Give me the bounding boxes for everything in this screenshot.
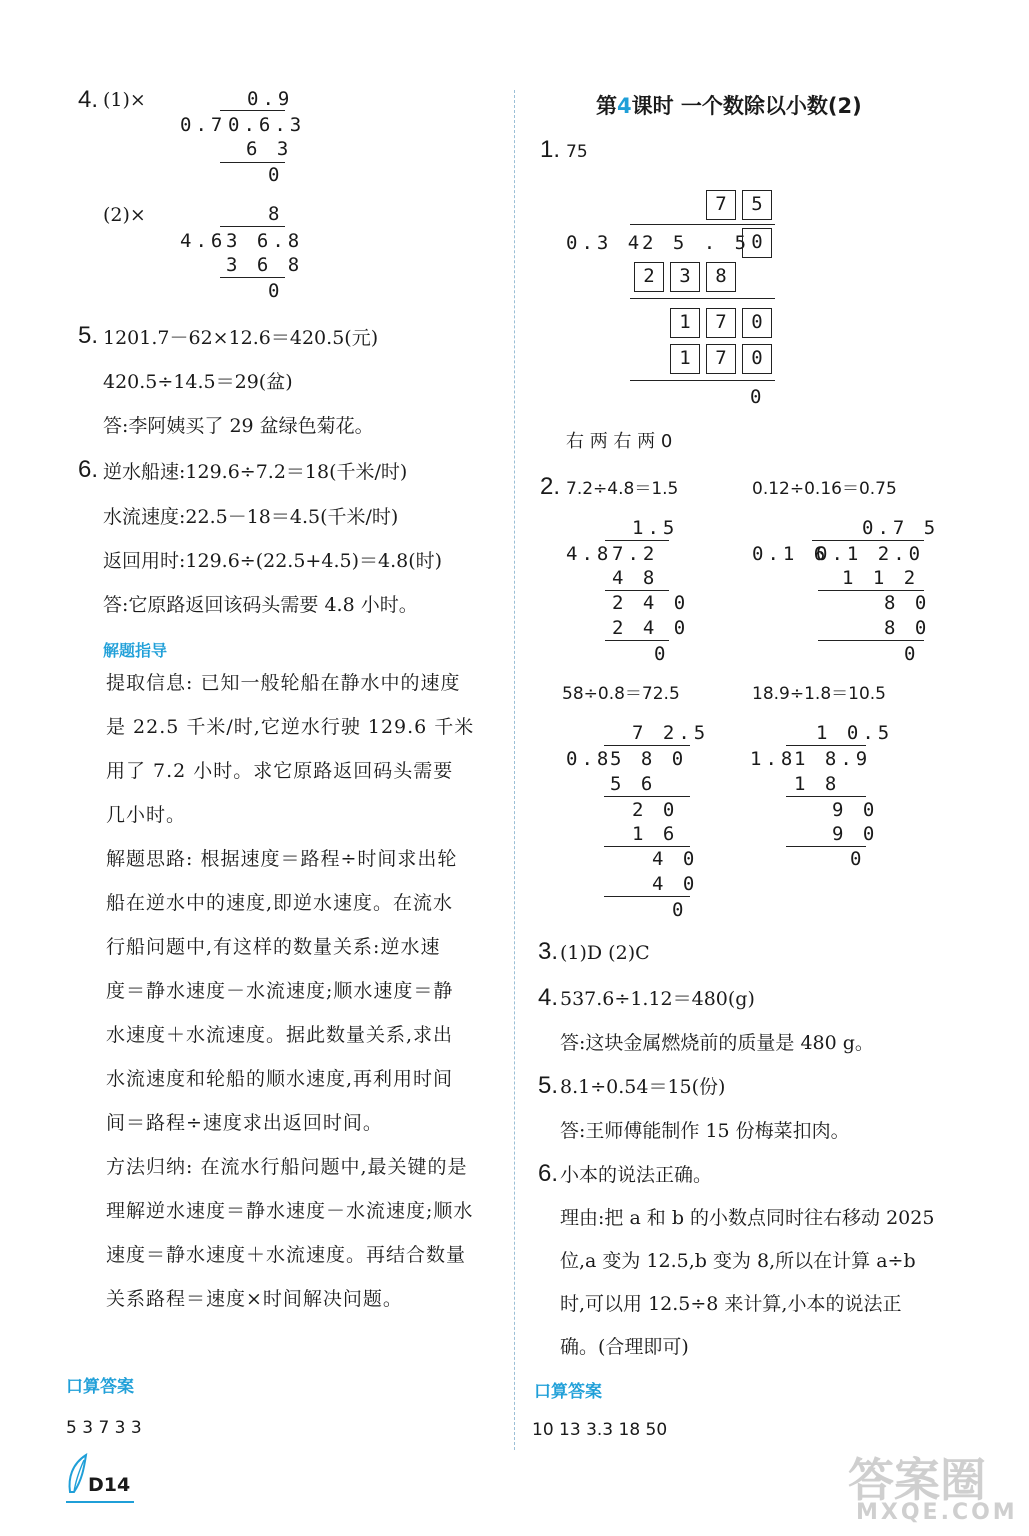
q5-line2: 420.5÷14.5＝29(盆) — [103, 371, 293, 393]
oral-heading-right: 口算答案 — [534, 1382, 602, 1402]
column-divider — [514, 90, 515, 1450]
r-q5-line1: 8.1÷0.54＝15(份) — [560, 1076, 726, 1098]
guide-line: 水流速度和轮船的顺水速度,再利用时间 — [106, 1068, 454, 1090]
r-q5-number: 5. — [538, 1072, 559, 1099]
q5-line1: 1201.7－62×12.6＝420.5(元) — [103, 327, 379, 349]
lesson-title: 第4课时 一个数除以小数(2) — [596, 94, 862, 118]
r-q6-line2: 理由:把 a 和 b 的小数点同时往右移动 2025 — [560, 1207, 935, 1229]
oral-answers-right: 10 13 3.3 18 50 — [532, 1420, 668, 1440]
guide-line: 度＝静水速度－水流速度;顺水速度＝静 — [106, 980, 454, 1002]
guide-line: 提取信息: 已知一般轮船在静水中的速度 — [106, 672, 461, 694]
leaf-icon — [66, 1452, 90, 1496]
page-number: D14 — [88, 1474, 131, 1496]
guide-line: 船在逆水中的速度,即逆水速度。在流水 — [106, 892, 454, 914]
r-q6-line4: 时,可以用 12.5÷8 来计算,小本的说法正 — [560, 1293, 902, 1315]
r-q1-number: 1. — [540, 136, 561, 163]
q5-answer: 答:李阿姨买了 29 盆绿色菊花。 — [103, 415, 374, 437]
guide-line: 是 22.5 千米/时,它逆水行驶 129.6 千米 — [106, 716, 475, 738]
r-q6-number: 6. — [538, 1160, 559, 1187]
q6-number: 6. — [78, 456, 99, 483]
oral-answers-left: 5 3 7 3 3 — [66, 1418, 142, 1438]
guide-line: 行船问题中,有这样的数量关系:逆水速 — [106, 936, 441, 958]
q6-answer: 答:它原路返回该码头需要 4.8 小时。 — [103, 594, 418, 616]
r-q1-fill: 右 两 右 两 0 — [566, 431, 673, 452]
q4-part1-mark: (1)× — [103, 89, 146, 111]
r-q2a-eq: 7.2÷4.8＝1.5 — [566, 479, 679, 499]
r-q1-answer: 75 — [566, 142, 588, 162]
watermark-logo: 答案圈 — [848, 1453, 986, 1507]
r-q6-line5: 确。(合理即可) — [560, 1336, 689, 1358]
r-q5-answer: 答:王师傅能制作 15 份梅菜扣肉。 — [560, 1120, 850, 1142]
guide-line: 关系路程＝速度×时间解决问题。 — [106, 1288, 403, 1310]
r-q4-number: 4. — [538, 984, 559, 1011]
guide-heading: 解题指导 — [103, 641, 168, 660]
r-q2b-eq: 0.12÷0.16＝0.75 — [752, 479, 897, 499]
guide-line: 速度＝静水速度＋水流速度。再结合数量 — [106, 1244, 467, 1266]
guide-line: 用了 7.2 小时。求它原路返回码头需要 — [106, 760, 454, 782]
r-q3-number: 3. — [538, 938, 559, 965]
r-q6-line3: 位,a 变为 12.5,b 变为 8,所以在计算 a÷b — [560, 1250, 916, 1272]
r-q3-answer: (1)D (2)C — [560, 942, 650, 964]
guide-line: 间＝路程÷速度求出返回时间。 — [106, 1112, 383, 1134]
q4-part2-mark: (2)× — [103, 204, 146, 226]
r-q4-answer: 答:这块金属燃烧前的质量是 480 g。 — [560, 1032, 874, 1054]
q6-line2: 水流速度:22.5－18＝4.5(千米/时) — [103, 506, 399, 528]
guide-line: 几小时。 — [106, 804, 187, 826]
r-q2c-eq: 58÷0.8＝72.5 — [562, 684, 680, 704]
q5-number: 5. — [78, 322, 99, 349]
q6-line3: 返回用时:129.6÷(22.5+4.5)＝4.8(时) — [103, 550, 443, 572]
watermark-url: MXQE.COM — [856, 1500, 1018, 1525]
guide-line: 理解逆水速度＝静水速度－水流速度;顺水 — [106, 1200, 474, 1222]
q6-line1: 逆水船速:129.6÷7.2＝18(千米/时) — [103, 461, 408, 483]
r-q2d-eq: 18.9÷1.8＝10.5 — [752, 684, 886, 704]
guide-line: 水速度＋水流速度。据此数量关系,求出 — [106, 1024, 454, 1046]
r-q2-number: 2. — [540, 473, 561, 500]
r-q4-line1: 537.6÷1.12＝480(g) — [560, 988, 755, 1010]
guide-line: 解题思路: 根据速度＝路程÷时间求出轮 — [106, 848, 458, 870]
guide-line: 方法归纳: 在流水行船问题中,最关键的是 — [106, 1156, 468, 1178]
oral-heading-left: 口算答案 — [66, 1377, 134, 1397]
q4-number: 4. — [78, 86, 99, 113]
r-q6-line1: 小本的说法正确。 — [560, 1164, 713, 1186]
